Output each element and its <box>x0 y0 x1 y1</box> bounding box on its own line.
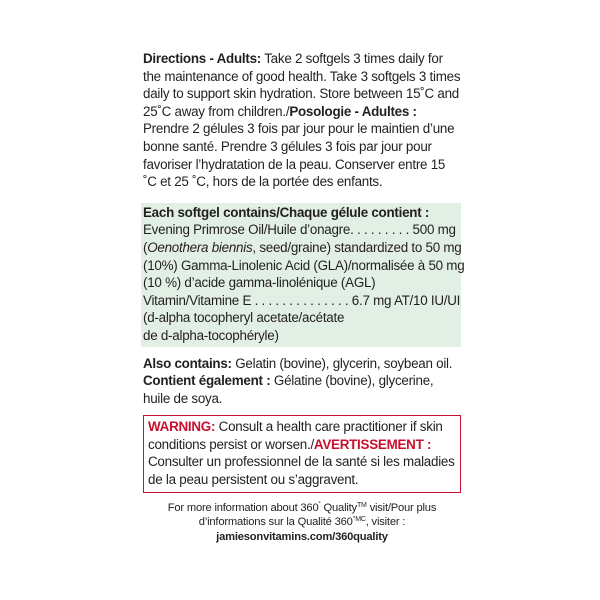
footer-line-en: For more information about 360˚ Quality™ visit/Pour plus <box>167 501 437 514</box>
warning-box <box>143 415 461 492</box>
ingredient-gla-fr: (10 %) d’acide gamma-linolénique (AGL) <box>143 275 376 291</box>
ingredient-vitamin-e: Vitamin/Vitamine E . . . . . . . . . . . . . . 6.7 mg AT/10 IU/UI <box>143 292 461 308</box>
species-name: Oenothera biennis <box>147 239 253 255</box>
warning-title-fr: AVERTISSEMENT : <box>313 436 432 452</box>
ingredient-gla-en: (10%) Gamma-Linolenic Acid (GLA)/normalisée à 50 mg <box>143 257 465 273</box>
also-contains-section <box>143 355 461 408</box>
also-text-fr: Gélatine (bovine), glycerine, huile de soya. <box>143 373 434 406</box>
warning-title-en: WARNING: <box>148 419 216 435</box>
footer-info <box>143 501 461 545</box>
warning-text-en: Consult a health care practitioner if skin conditions persist or worsen./ <box>148 419 443 452</box>
directions-title-fr: Posologie - Adultes : <box>289 103 417 119</box>
directions-section <box>143 50 461 191</box>
also-text-en: Gelatin (bovine), glycerin, soybean oil. <box>231 355 453 371</box>
footer-line-fr: d’informations sur la Qualité $360^{^\circ MC}$, visiter : <box>198 516 406 529</box>
ingredient-vitamin-e-source-en: (d-alpha tocopheryl acetate/acétate <box>143 310 345 326</box>
warning-text-fr: Consulter un professionnel de la santé si les maladies de la peau persistent ou s’aggravent. <box>148 454 455 488</box>
ingredient-species: (Oenothera biennis, seed/graine) standardized to 50 mg <box>143 239 462 255</box>
product-label <box>143 50 465 544</box>
directions-title-en: Directions - Adults: <box>143 51 261 66</box>
directions-text-fr: Prendre 2 gélules 3 fois par jour pour le maintien d’une bonne santé. Prendre 3 gélules 3 fois par jour pour favoriser l’hydratation de la peau. Conserver entre 15 ˚C et 25 ˚C, hors de la portée des enfants. <box>143 121 455 190</box>
footer-url: jamiesonvitamins.com/360quality <box>216 530 388 543</box>
directions-text-en: Take 2 softgels 3 times daily for the maintenance of good health. Take 3 softgels 3 times daily to support skin hydration. Store between 15˚C and 25˚C away from children./ <box>143 51 461 119</box>
also-title-en: Also contains: <box>143 355 232 371</box>
ingredients-title: Each softgel contains/Chaque gélule contient : <box>143 204 430 220</box>
ingredient-vitamin-e-source-fr: de d-alpha-tocophéryle) <box>143 327 279 343</box>
ingredient-evening-primrose: Evening Primrose Oil/Huile d’onagre. . . . . . . . . 500 mg <box>143 222 456 238</box>
also-title-fr: Contient également : <box>143 373 271 389</box>
ingredients-panel <box>141 203 465 347</box>
